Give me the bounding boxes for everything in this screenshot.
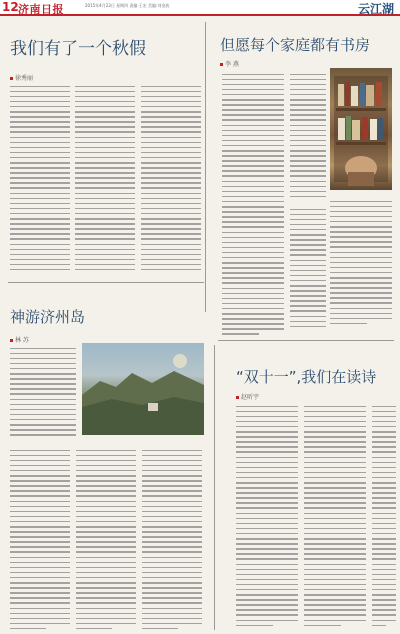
article-body-jeju-col3 (76, 446, 136, 630)
article-body-study-room-col1 (222, 70, 284, 335)
article-body-study-room-col2 (290, 70, 326, 200)
article-body-double-eleven-col1 (236, 402, 298, 630)
article-byline-study-room: 李 燕 (220, 59, 239, 68)
article-byline-autumn-break: 徐秀丽 (10, 73, 33, 82)
section-name: 云江湖 (357, 2, 394, 16)
article-title-study-room: 但愿每个家庭都有书房 (220, 36, 371, 54)
jeju-photo-art (82, 343, 204, 435)
article-byline-jeju: 林 苏 (10, 335, 29, 344)
section-divider-right (218, 340, 394, 341)
bookshelf-photo (330, 68, 392, 190)
jeju-photo (82, 343, 204, 435)
article-body-jeju-col1 (10, 344, 76, 436)
section-divider-left (8, 282, 204, 283)
bookshelf-photo-art (330, 68, 392, 190)
masthead-bar (0, 0, 400, 16)
article-body-study-room-col4 (290, 205, 326, 335)
article-body-jeju-col4 (142, 446, 202, 630)
article-body-double-eleven-col2 (304, 402, 366, 630)
masthead-meta: 2015年4月23日 星期四 责编:王宏 美编:刘金波 (85, 3, 170, 8)
article-body-col3 (141, 82, 201, 270)
column-divider (205, 22, 206, 312)
article-body-col1 (10, 82, 70, 270)
article-body-study-room-col3 (330, 197, 392, 335)
article-body-jeju-col2 (10, 446, 70, 630)
article-body-col2 (75, 82, 135, 270)
column-divider-lower (214, 345, 215, 630)
page-number: 12 (2, 0, 19, 14)
article-title-autumn-break: 我们有了一个秋假 (10, 39, 146, 59)
article-body-double-eleven-col3 (372, 402, 396, 630)
article-title-jeju: 神游济州岛 (10, 308, 86, 326)
article-byline-double-eleven: 赵昕宇 (236, 392, 259, 401)
article-title-double-eleven: “双十一”,我们在读诗 (236, 368, 377, 386)
paper-name: 济南日报 (18, 3, 64, 16)
